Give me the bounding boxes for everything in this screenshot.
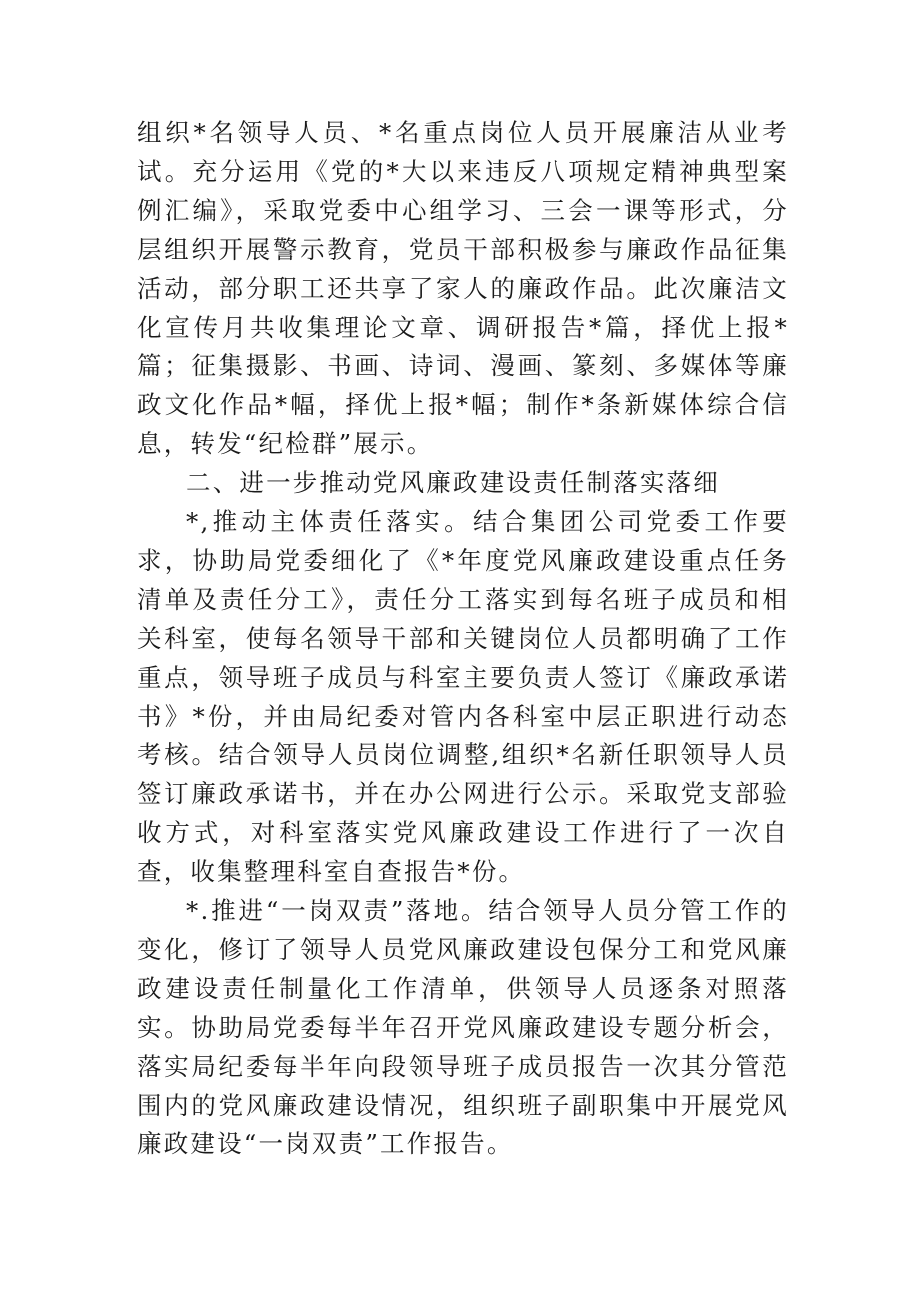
paragraph-continuation: 组织*名领导人员、*名重点岗位人员开展廉洁从业考试。充分运用《党的*大以来违反八项规定精神典型案例汇编》，采取党委中心组学习、三会一课等形式，分层组织开展警示教育，党员干部积极参与廉政作品征集活动，部分职工还共享了家人的廉政作品。此次廉洁文化宣传月共收集理论文章、调研报告*篇，择优上报*篇；征集摄影、书画、诗词、漫画、篆刻、多媒体等廉政文化作品*幅，择优上报*幅；制作*条新媒体综合信息，转发“纪检群”展示。 [137,118,789,459]
paragraph-one-post-two-duties: *.推进“一岗双责”落地。结合领导人员分管工作的变化，修订了领导人员党风廉政建设包保分工和党风廉政建设责任制量化工作清单，供领导人员逐条对照落实。协助局党委每半年召开党风廉政建设专题分析会，落实局纪委每半年向段领导班子成员报告一次其分管范围内的党风廉政建设情况，组织班子副职集中开展党风廉政建设“一岗双责”工作报告。 [137,896,789,1159]
section-heading: 二、进一步推动党风廉政建设责任制落实落细 [186,468,720,497]
paragraph-responsibility: *,推动主体责任落实。结合集团公司党委工作要求，协助局党委细化了《*年度党风廉政建设重点任务清单及责任分工》，责任分工落实到每名班子成员和相关科室，使每名领导干部和关键岗位人员都明确了工作重点，领导班子成员与科室主要负责人签订《廉政承诺书》*份，并由局纪委对管内各科室中层正职进行动态考核。结合领导人员岗位调整,组织*名新任职领导人员签订廉政承诺书，并在办公网进行公示。采取党支部验收方式，对科室落实党风廉政建设工作进行了一次自查，收集整理科室自查报告*份。 [137,507,789,887]
